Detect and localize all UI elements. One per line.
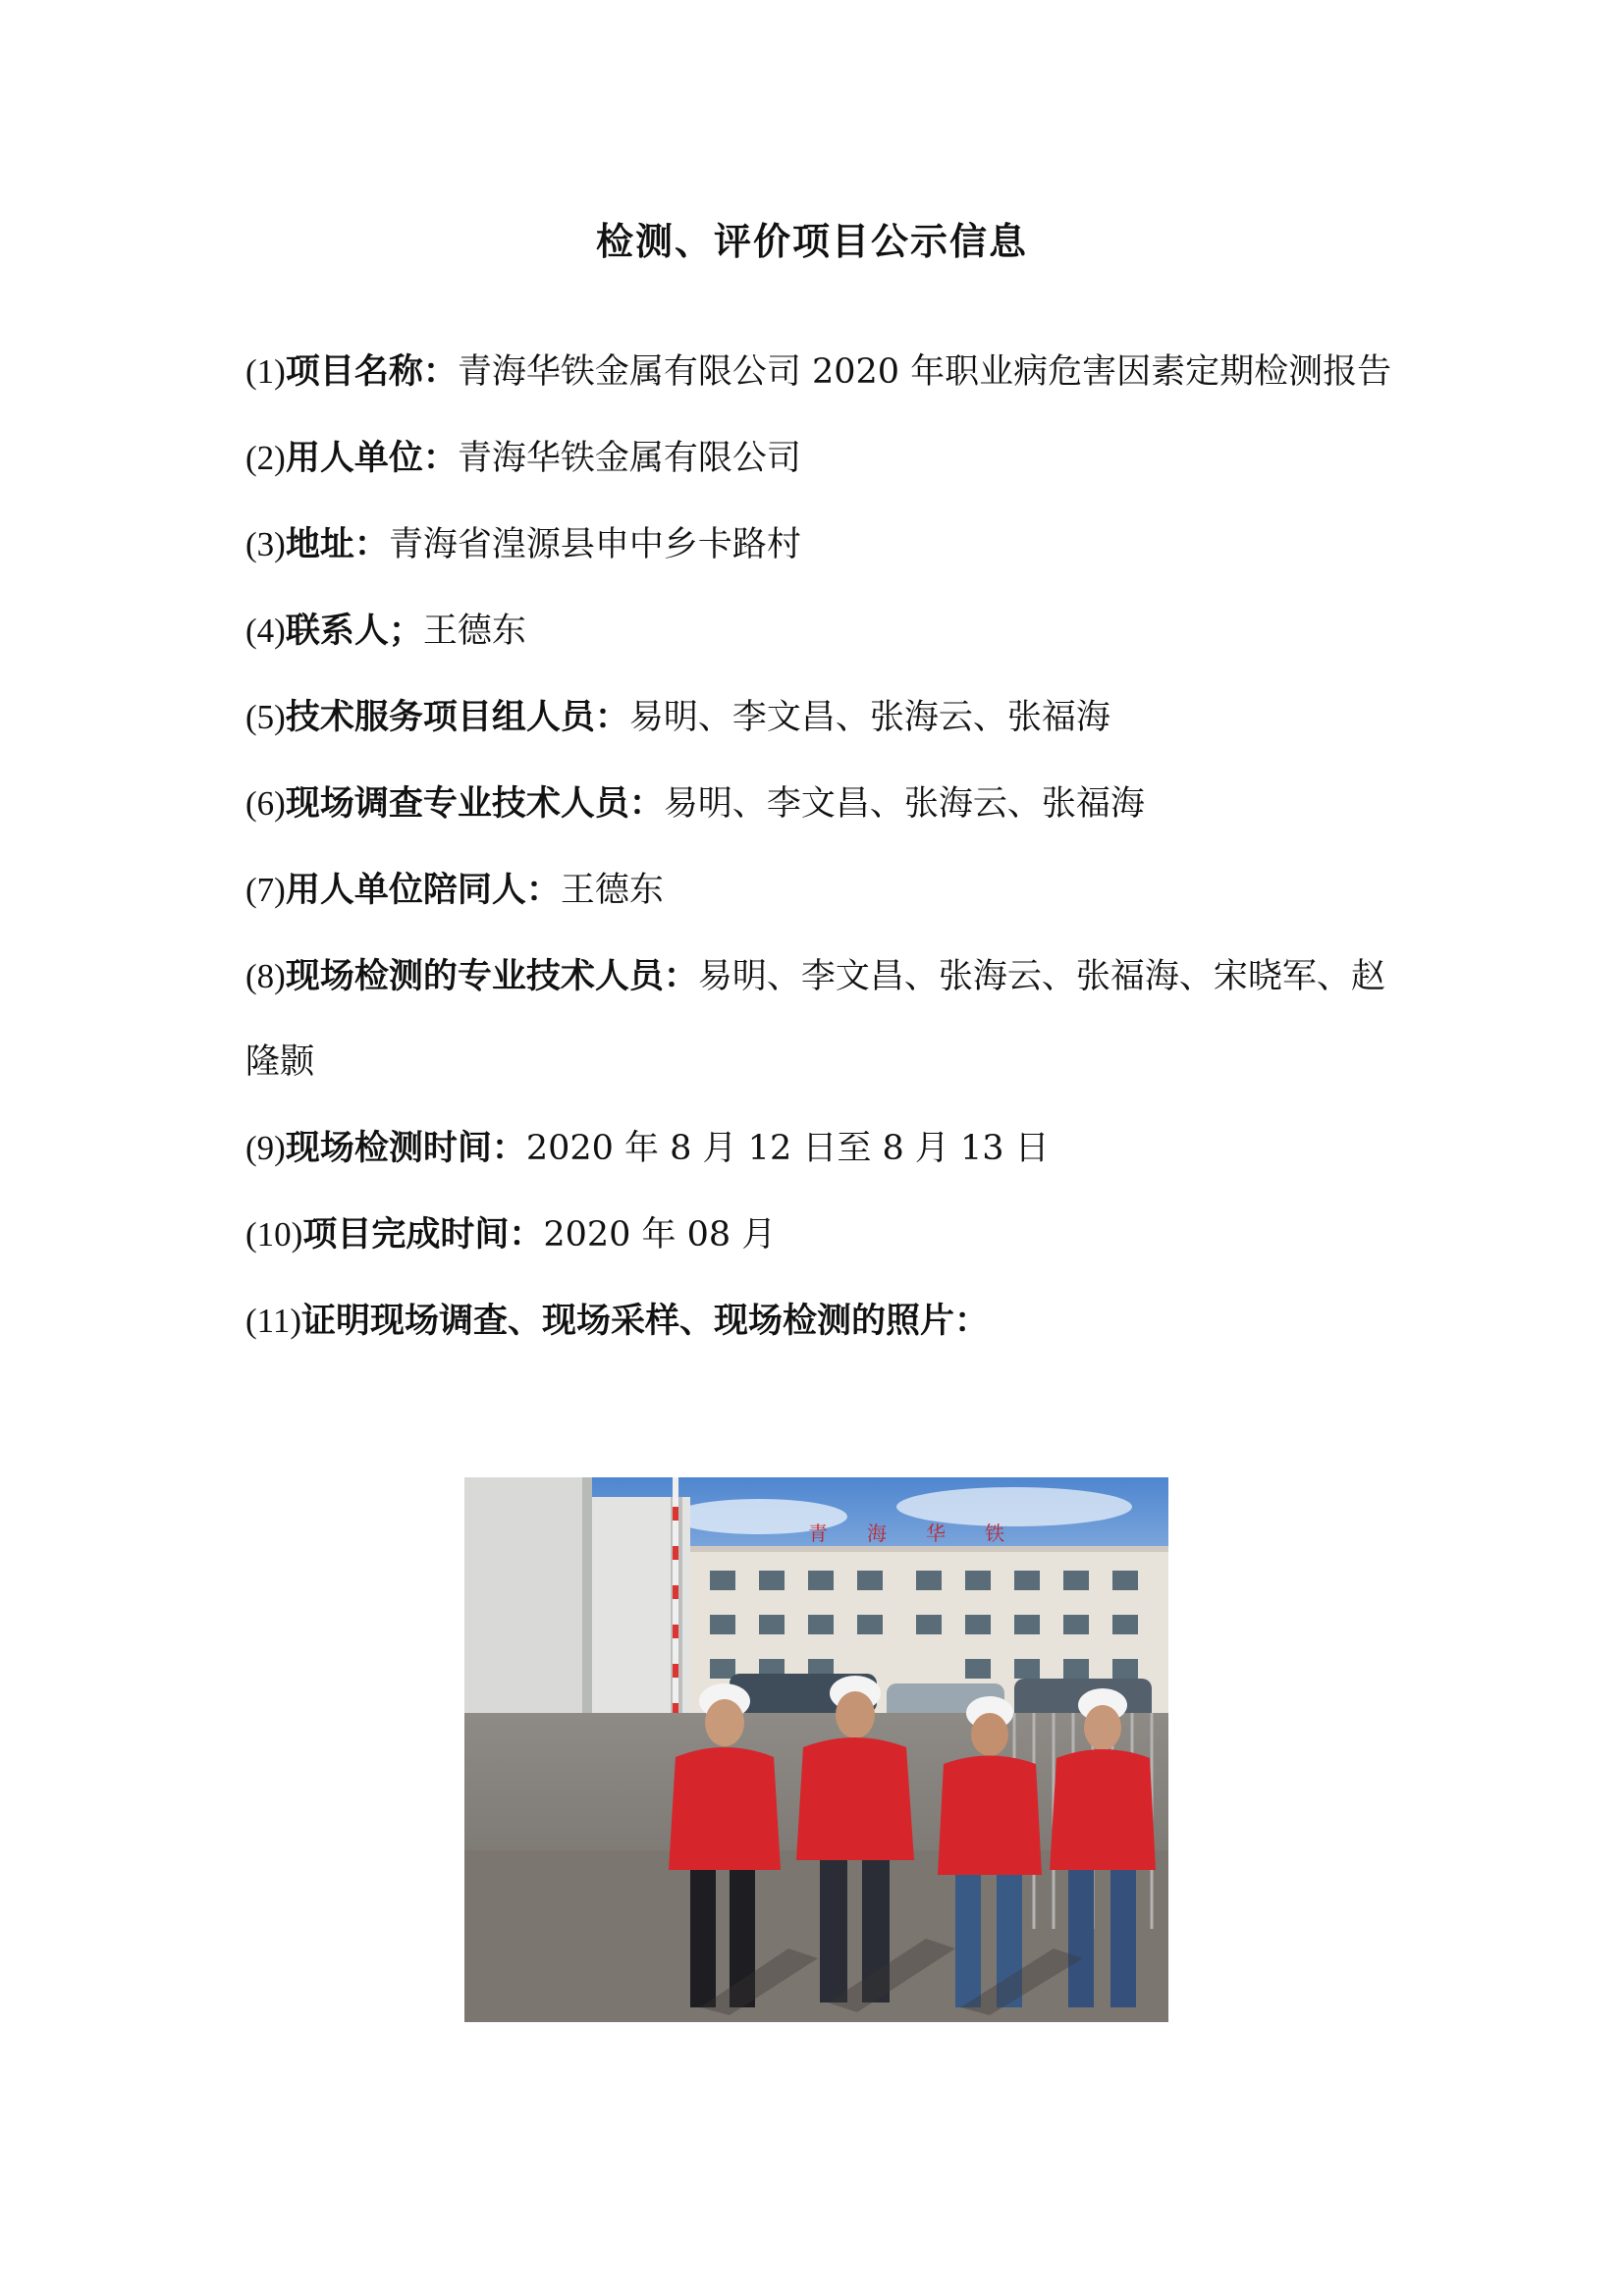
item-label: 技术服务项目组人员： [285,697,629,737]
item-label: 联系人； [285,611,423,651]
item-number: (4) [245,612,286,650]
item-label: 现场检测时间： [285,1128,526,1168]
item-number: (9) [245,1129,286,1167]
info-list [245,329,1394,1364]
rooftop-sign: 青海华铁 [808,1522,1044,1545]
list-item-address [245,502,1394,588]
list-item-photos [245,1278,1394,1364]
list-item-testing-staff [245,934,1394,1105]
list-item-contact [245,588,1394,674]
list-item-completion-time [245,1192,1394,1278]
list-item-survey-staff [245,761,1394,847]
item-number: (1) [245,352,286,391]
item-label: 用人单位： [285,438,458,478]
page-title: 检测、评价项目公示信息 [595,219,1028,263]
list-item-accompanying-person [245,847,1394,934]
item-value: 易明、李文昌、张海云、张福海 [663,784,1145,824]
item-value: 2020 年 08 月 [543,1215,777,1255]
item-label: 证明现场调查、现场采样、现场检测的照片： [301,1301,990,1341]
list-item-project-name [245,329,1394,415]
item-number: (5) [245,698,286,736]
item-number: (6) [245,784,286,823]
item-label: 地址： [285,524,389,564]
item-value: 青海华铁金属有限公司 2020 年职业病危害因素定期检测报告 [457,352,1392,392]
item-value: 王德东 [560,871,664,910]
item-number: (7) [245,871,286,909]
list-item-employer [245,415,1394,502]
item-value: 青海华铁金属有限公司 [457,439,801,478]
item-number: (10) [245,1215,303,1254]
item-number: (2) [245,439,286,477]
item-value: 2020 年 8 月 12 日至 8 月 13 日 [525,1129,1050,1168]
item-number: (3) [245,525,286,563]
item-label: 用人单位陪同人： [285,870,561,910]
item-value: 易明、李文昌、张海云、张福海、宋晓军、赵隆颢 [245,957,1385,1082]
item-value: 青海省湟源县申中乡卡路村 [388,525,801,564]
item-label: 现场检测的专业技术人员： [285,956,698,996]
item-number: (8) [245,957,286,995]
item-value: 易明、李文昌、张海云、张福海 [628,698,1110,737]
item-label: 现场调查专业技术人员： [285,783,664,824]
list-item-testing-time [245,1105,1394,1192]
list-item-team-members [245,674,1394,761]
item-value: 王德东 [422,612,526,651]
item-number: (11) [245,1302,302,1340]
item-label: 项目名称： [285,351,458,392]
site-photo [464,1477,1168,2022]
item-label: 项目完成时间： [302,1214,544,1255]
